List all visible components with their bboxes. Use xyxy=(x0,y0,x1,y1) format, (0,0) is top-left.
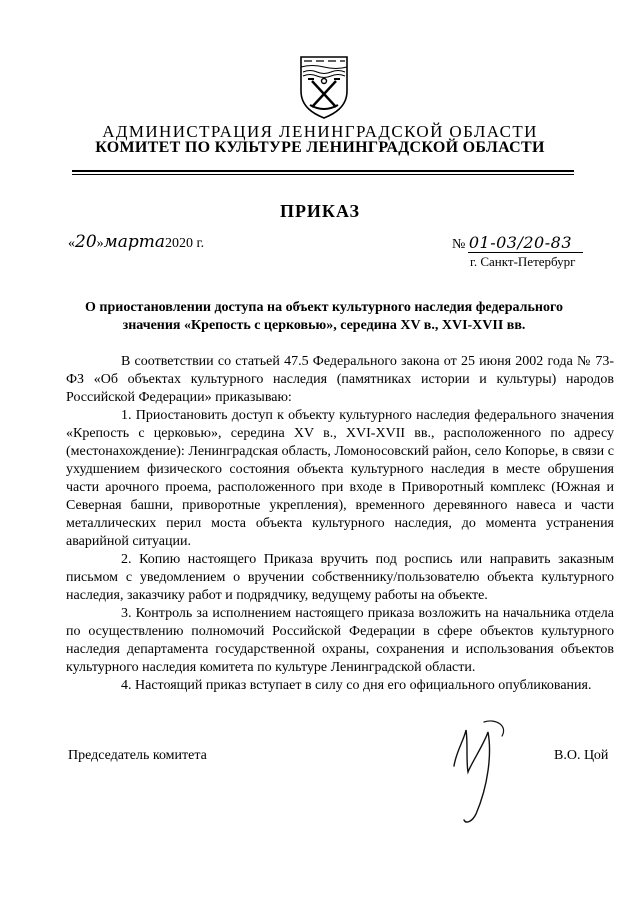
paragraph-item-2: 2. Копию настоящего Приказа вручить под роспись или направить заказным письмом с уведомлением о вручении собственнику/пользователю объекта культурного наследия, заказчику работ и подрядчику, ведущему работы на объекте. xyxy=(66,552,614,603)
number-underline xyxy=(468,252,583,253)
coat-of-arms-icon xyxy=(296,55,352,119)
signer-position: Председатель комитета xyxy=(68,748,207,763)
header-rule-thin xyxy=(72,174,574,175)
date-day: 20 xyxy=(75,232,97,252)
document-number xyxy=(452,233,572,253)
date-quote-close: » xyxy=(96,236,104,251)
handwritten-signature xyxy=(436,708,536,828)
date-month: марта xyxy=(103,232,166,252)
paragraph-item-1: 1. Приостановить доступ к объекту культурного наследия федерального значения «Крепость с церковью», середина XV в., XVI-XVII вв., расположенного по адресу (местонахождение): Ленинградская область, Ломоносовский район, село Копорье, в связи с ухудшением физического состояния объекта культурного наследия в месте обрушения части арочного проема, расположенного при входе в Приворотный комплекс (Южная и Северная башни, приворотные укрепления), временного деревянного навеса и части металлических перил моста объекта культурного наследия, до момента устранения аварийной ситуации. xyxy=(66,408,614,549)
number-value: 01-03/20-83 xyxy=(468,233,572,252)
document-body xyxy=(66,353,614,695)
paragraph-item-4: 4. Настоящий приказ вступает в силу со дня его официального опубликования. xyxy=(121,678,592,693)
document-subject: О приостановлении доступа на объект культурного наследия федерального значения «Крепость с церковью», середина XV в., XVI-XVII вв. xyxy=(85,300,563,333)
number-prefix: № xyxy=(452,237,466,252)
committee-name: КОМИТЕТ ПО КУЛЬТУРЕ ЛЕНИНГРАДСКОЙ ОБЛАСТИ xyxy=(95,139,545,156)
organization-name: АДМИНИСТРАЦИЯ ЛЕНИНГРАДСКОЙ ОБЛАСТИ xyxy=(102,122,538,141)
date-quote-open: « xyxy=(68,236,75,251)
paragraph-item-3: 3. Контроль за исполнением настоящего приказа возложить на начальника отдела по осуществлению полномочий Российской Федерации в сфере объектов культурного наследия департамента государственной охраны, сохранения и использования объектов культурного наследия комитета по культуре Ленинградской области. xyxy=(66,606,614,675)
date-year: 2020 г. xyxy=(165,236,205,251)
header-rule-thick xyxy=(72,170,574,172)
document-title: ПРИКАЗ xyxy=(279,201,361,221)
document-date xyxy=(68,232,204,252)
signer-name: В.О. Цой xyxy=(554,748,609,763)
paragraph-preamble: В соответствии со статьей 47.5 Федерального закона от 25 июня 2002 года № 73-ФЗ «Об объектах культурного наследия (памятниках истории и культуры) народов Российской Федерации» приказываю: xyxy=(66,354,614,405)
document-city: г. Санкт-Петербург xyxy=(470,254,576,269)
